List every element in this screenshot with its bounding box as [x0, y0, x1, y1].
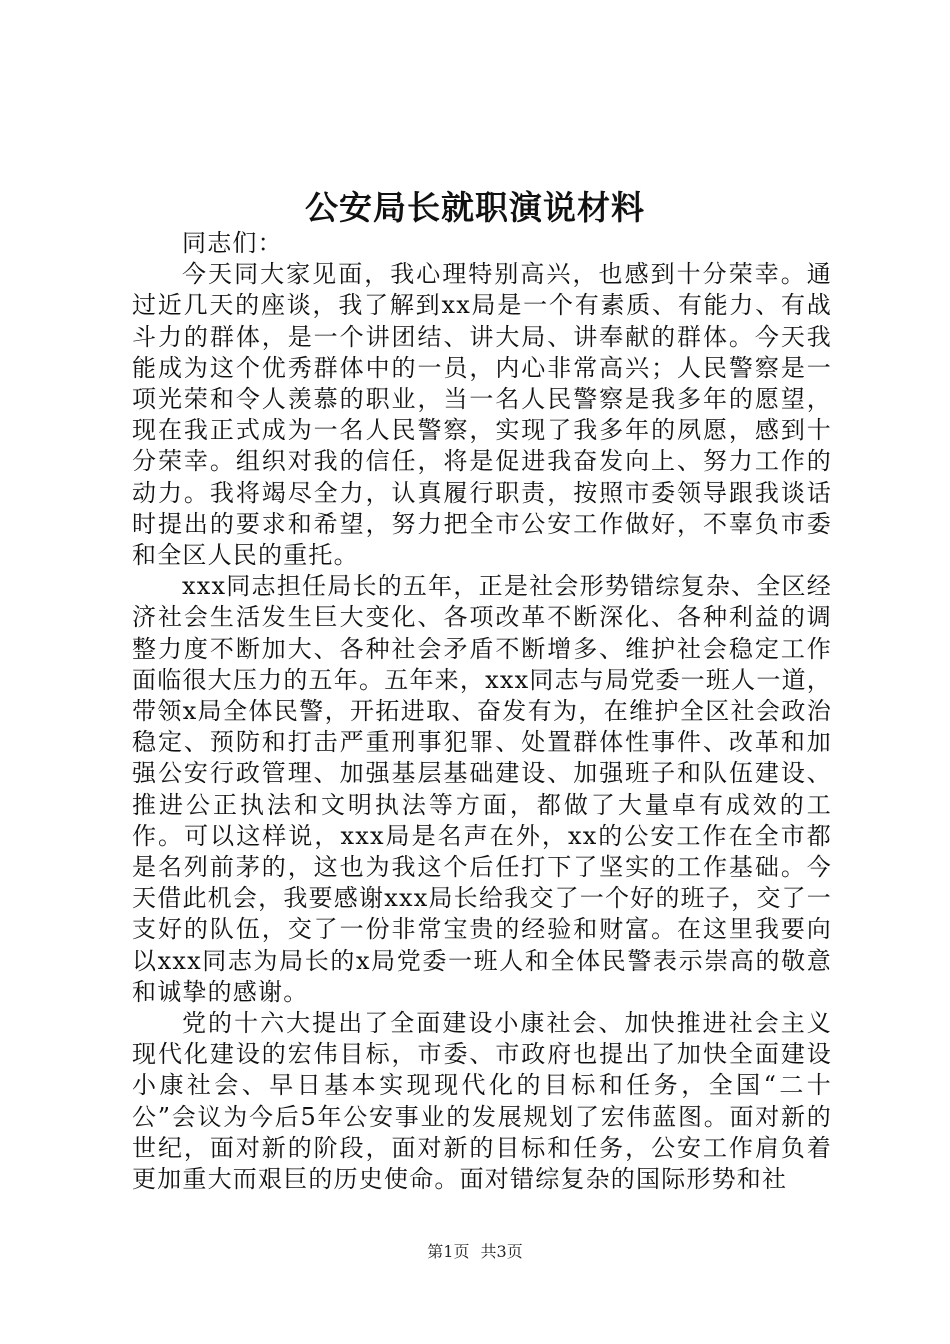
paragraph-2: xxx同志担任局长的五年，正是社会形势错综复杂、全区经济社会生活发生巨大变化、各项改革不断深化、各种利益的调整力度不断加大、各种社会矛盾不断增多、维护社会稳定工作面临很大压力的五年。五年来，xxx同志与局党委一班人一道，带领x局全体民警，开拓进取、奋发有为，在维护全区社会政治稳定、预防和打击严重刑事犯罪、处置群体性事件、改革和加强公安行政管理、加强基层基础建设、加强班子和队伍建设、推进公正执法和文明执法等方面，都做了大量卓有成效的工作。可以这样说，xxx局是名声在外，xx的公安工作在全市都是名列前茅的，这也为我这个后任打下了坚实的工作基础。今天借此机会，我要感谢xxx局长给我交了一个好的班子，交了一支好的队伍，交了一份非常宝贵的经验和财富。在这里我要向以xxx同志为局长的x局党委一班人和全体民警表示崇高的敬意和诚挚的感谢。 — [132, 572, 832, 1006]
paragraph-1: 今天同大家见面，我心理特别高兴，也感到十分荣幸。通过近几天的座谈，我了解到xx局是一个有素质、有能力、有战斗力的群体，是一个讲团结、讲大局、讲奉献的群体。今天我能成为这个优秀群体中的一员，内心非常高兴；人民警察是一项光荣和令人羡慕的职业，当一名人民警察是我多年的愿望，现在我正式成为一名人民警察，实现了我多年的夙愿，感到十分荣幸。组织对我的信任，将是促进我奋发向上、努力工作的动力。我将竭尽全力，认真履行职责，按照市委领导跟我谈话时提出的要求和希望，努力把全市公安工作做好，不辜负市委和全区人民的重托。 — [132, 260, 832, 570]
salutation: 同志们： — [182, 229, 283, 257]
page-number-current: 第1页 — [427, 1242, 470, 1261]
page-number-total: 共3页 — [480, 1242, 523, 1261]
document-body — [132, 228, 832, 1195]
document-title: 公安局长就职演说材料 — [305, 188, 645, 227]
paragraph-3: 党的十六大提出了全面建设小康社会、加快推进社会主义现代化建设的宏伟目标，市委、市政府也提出了加快全面建设小康社会、早日基本实现现代化的目标和任务，全国“二十公”会议为今后5年公安事业的发展规划了宏伟蓝图。面对新的世纪，面对新的阶段，面对新的目标和任务，公安工作肩负着更加重大而艰巨的历史使命。面对错综复杂的国际形势和社 — [132, 1009, 832, 1194]
page-footer — [0, 1241, 950, 1263]
